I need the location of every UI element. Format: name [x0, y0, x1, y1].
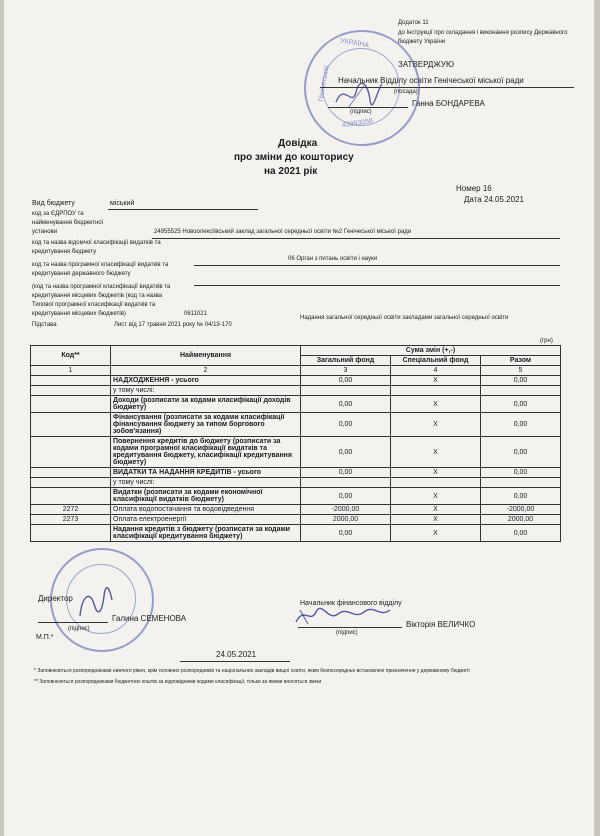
col-special-header: Спеціальний фонд	[391, 356, 481, 366]
fin-sign-caption: (підпис)	[336, 630, 358, 636]
cell-code	[31, 396, 111, 413]
doc-date: Дата 24.05.2021	[464, 195, 524, 204]
cell-total: 0,00	[481, 525, 561, 542]
table-row	[31, 505, 561, 515]
cell-general: 0,00	[301, 413, 391, 437]
cell-code	[31, 488, 111, 505]
cell-special: X	[391, 515, 481, 525]
doc-subtitle: про зміни до кошторису	[234, 152, 354, 163]
director-sign-caption: (підпис)	[68, 626, 90, 632]
approver-position: Начальник Відділу освіти Генічеської міської ради	[338, 76, 524, 85]
cell-code	[31, 525, 111, 542]
cell-total: 2000,00	[481, 515, 561, 525]
cell-name: Доходи (розписати за кодами класифікації доходів бюджету)	[111, 396, 301, 413]
cell-general	[301, 386, 391, 396]
cell-general: 0,00	[301, 376, 391, 386]
typical-label-4: кредитування місцевих бюджетів)	[32, 311, 126, 317]
signature-caption: (підпис)	[350, 109, 372, 115]
cell-name: Надання кредитів з бюджету (розписати за кодами класифікації кредитування бюджету)	[111, 525, 301, 542]
footnote-1: * Заповнюються розпорядниками нижчого рівня, крім головних розпорядників та національних закладів вищої освіти, яким безпосередньо встановлені призначення у державному бюджеті	[34, 668, 470, 674]
cell-name: у тому числі:	[111, 386, 301, 396]
changes-table	[30, 345, 561, 542]
cell-total	[481, 386, 561, 396]
cell-name: ВИДАТКИ ТА НАДАННЯ КРЕДИТІВ - усього	[111, 468, 301, 478]
col-number: 5	[481, 366, 561, 376]
appendix-note-2: бюджету України	[398, 39, 446, 45]
doc-year: на 2021 рік	[264, 166, 318, 177]
table-row	[31, 376, 561, 386]
approve-label: ЗАТВЕРДЖУЮ	[398, 60, 455, 69]
cell-special: X	[391, 525, 481, 542]
approver-name: Ганна БОНДАРЕВА	[412, 99, 485, 108]
director-sign-line	[38, 622, 108, 623]
cell-total: 0,00	[481, 413, 561, 437]
vkvk-label-2: кредитування бюджету	[32, 249, 97, 255]
table-row	[31, 468, 561, 478]
approver-signature	[334, 78, 384, 114]
position-caption: (посада)	[394, 89, 418, 95]
col-number: 1	[31, 366, 111, 376]
edrpou-line	[152, 238, 560, 239]
col-general-header: Загальний фонд	[301, 356, 391, 366]
table-row	[31, 386, 561, 396]
col-number: 4	[391, 366, 481, 376]
stamp-top-text: УКРАЇНА	[339, 37, 370, 50]
cell-code	[31, 386, 111, 396]
cell-general: 0,00	[301, 525, 391, 542]
cell-general: 2000,00	[301, 515, 391, 525]
cell-general: 0,00	[301, 468, 391, 478]
cell-name: Видатки (розписати за кодами економічної класифікації видатків бюджету)	[111, 488, 301, 505]
cell-code	[31, 478, 111, 488]
appendix-label: Додаток 11	[398, 20, 429, 26]
cell-name: НАДХОДЖЕННЯ - усього	[111, 376, 301, 386]
cell-total: 0,00	[481, 437, 561, 468]
col-name-header: Найменування	[111, 346, 301, 366]
table-row	[31, 488, 561, 505]
cell-special: X	[391, 505, 481, 515]
cell-general: -2000,00	[301, 505, 391, 515]
vkvk-label: код та назва відомчої класифікації видатків та	[32, 240, 161, 246]
cell-special	[391, 386, 481, 396]
doc-number: Номер 16	[456, 184, 492, 193]
cell-general	[301, 478, 391, 488]
tpkvk-label-2: кредитування державного бюджету	[32, 271, 131, 277]
cell-special: X	[391, 437, 481, 468]
mp-label: М.П.*	[36, 634, 54, 641]
basis-value: Лист від 17 травня 2021 року № 04/13-170	[114, 322, 232, 328]
cell-special: X	[391, 376, 481, 386]
cell-total: 0,00	[481, 396, 561, 413]
cell-total: 0,00	[481, 488, 561, 505]
currency-note: (грн)	[540, 338, 553, 344]
tpkvk-label: код та назва програмної класифікації видатків та	[32, 262, 169, 268]
cell-general: 0,00	[301, 488, 391, 505]
stamp-side-text: Генічеської	[317, 65, 331, 102]
cell-code	[31, 376, 111, 386]
cell-special: X	[391, 468, 481, 478]
table-row	[31, 413, 561, 437]
appendix-note: до Інструкції про складання і виконання розпису Державного	[398, 30, 568, 36]
table-row	[31, 515, 561, 525]
budget-type-value: міський	[110, 200, 135, 207]
document-sheet	[4, 0, 594, 836]
typical-label: (код та назва програмної класифікації видатків та	[32, 284, 171, 290]
director-name: Галина СЕМЕНОВА	[112, 614, 187, 623]
sign-date-line	[180, 661, 290, 662]
cell-general: 0,00	[301, 437, 391, 468]
cell-special: X	[391, 413, 481, 437]
cell-code	[31, 413, 111, 437]
vkvk-value: 06 Орган з питань освіти і науки	[288, 256, 378, 262]
footnote-2: ** Заповнюються розпорядниками бюджетних коштів за відповідними кодами класифікації, тільки за якими вносяться зміни	[34, 679, 322, 685]
cell-code	[31, 468, 111, 478]
table-row	[31, 437, 561, 468]
doc-title: Довідка	[278, 138, 318, 149]
fin-sign-line	[298, 627, 402, 628]
cell-total	[481, 478, 561, 488]
cell-special	[391, 478, 481, 488]
vkvk-line	[194, 265, 560, 266]
table-row	[31, 478, 561, 488]
budget-type-label: Вид бюджету	[32, 200, 75, 207]
col-code-header: Код**	[31, 346, 111, 366]
table-row	[31, 396, 561, 413]
cell-name: Оплата водопостачання та водовідведення	[111, 505, 301, 515]
cell-general: 0,00	[301, 396, 391, 413]
fin-head-signature	[294, 604, 394, 628]
sign-date: 24.05.2021	[216, 650, 257, 659]
cell-name: Повернення кредитів до бюджету (розписати за кодами програмної класифікації видатків та кредитування бюджету, класифікації кредитування бюджету)	[111, 437, 301, 468]
director-label: Директор	[38, 594, 73, 603]
cell-name: у тому числі:	[111, 478, 301, 488]
director-signature	[74, 586, 114, 622]
cell-total: 0,00	[481, 376, 561, 386]
edrpou-label-3: установи	[32, 229, 58, 235]
col-total-header: Разом	[481, 356, 561, 366]
cell-code: 2272	[31, 505, 111, 515]
cell-total: -2000,00	[481, 505, 561, 515]
program-code: 0611021	[184, 311, 207, 317]
stamp-number: 43993058	[341, 117, 374, 130]
col-number: 3	[301, 366, 391, 376]
cell-special: X	[391, 396, 481, 413]
cell-special: X	[391, 488, 481, 505]
edrpou-value: 24955525 Новоолексіївський заклад загальної середньої освіти №2 Генічеської міської ради	[154, 229, 412, 235]
cell-code: 2273	[31, 515, 111, 525]
program-name: Надання загальної середньої освіти закладами загальної середньої освіти	[300, 315, 509, 321]
edrpou-label: код за ЄДРПОУ та	[32, 211, 84, 217]
typical-label-2: кредитування місцевих бюджетів (код та назва	[32, 293, 163, 299]
table-row	[31, 525, 561, 542]
col-number: 2	[111, 366, 301, 376]
fin-head-name: Вікторія ВЕЛИЧКО	[406, 620, 476, 629]
col-sum-header: Сума змін (+,-)	[301, 346, 561, 356]
fin-head-label: Начальник фінансового відділу	[300, 600, 402, 607]
cell-name: Фінансування (розписати за кодами класифікації фінансування бюджету за типом боргового зобов'язання)	[111, 413, 301, 437]
edrpou-label-2: найменування бюджетної	[32, 220, 104, 226]
tpkvk-line	[194, 285, 560, 286]
basis-label: Підстава	[32, 322, 57, 328]
cell-total: 0,00	[481, 468, 561, 478]
cell-code	[31, 437, 111, 468]
cell-name: Оплата електроенергії	[111, 515, 301, 525]
budget-type-line	[108, 209, 258, 210]
typical-label-3: Типової програмної класифікації видатків та	[32, 302, 156, 308]
